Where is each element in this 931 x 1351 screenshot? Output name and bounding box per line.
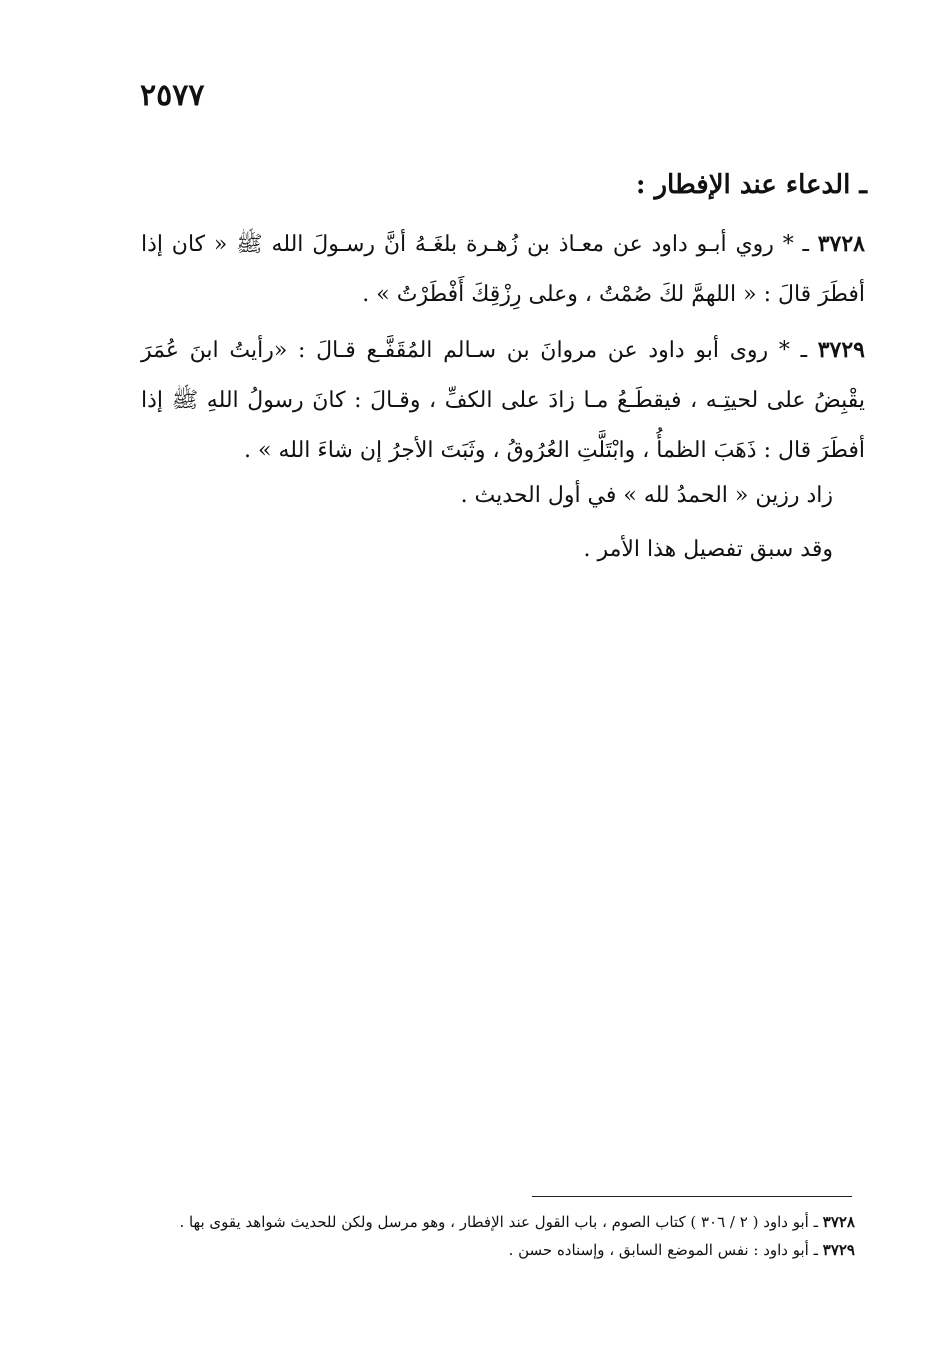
hadith-text: روى أبو داود عن مروانَ بن سـالم المُقَفَّـع قـالَ : «رأيتُ ابنَ عُمَرَ يقْبِضُ على لحيتِـه ، فيقطَـعُ مـا زادَ على الكفِّ ، وقـالَ : كانَ رسولُ اللهِ ﷺ إذا أفطَرَ قال : ذَهَبَ الظمأُ ، وابْتَلَّتِ العُرُوقُ ، وثَبَتَ الأجرُ إن شاءَ الله » . — [141, 338, 865, 463]
hadith-number: ٣٧٢٩ — [817, 337, 865, 363]
section-heading: ـ الدعاء عند الإفطار : — [635, 170, 867, 200]
hadith-text: روي أبـو داود عن معـاذ بن زُهـرة بلغَـهُ أنَّ رسـولَ الله ﷺ « كان إذا أفطَرَ قالَ : « اللهمَّ لكَ صُمْتُ ، وعلى رِزْقِكَ أَفْطَرْتُ » . — [141, 232, 865, 307]
note-line: زاد رزين « الحمدُ لله » في أول الحديث . — [460, 483, 833, 508]
footnote-number: ٣٧٢٩ — [822, 1241, 855, 1259]
hadith-entry — [141, 325, 865, 476]
footnote-text: ـ أبو داود ( ٢ / ٣٠٦ ) كتاب الصوم ، باب القول عند الإفطار ، وهو مرسل ولكن للحديث شواهد يقوى بها . — [179, 1213, 823, 1231]
hadith-entry — [141, 219, 865, 320]
note-line: وقد سبق تفصيل هذا الأمر . — [583, 537, 833, 562]
hadith-separator: ـ * — [768, 338, 818, 363]
hadith-separator: ـ * — [773, 232, 818, 257]
footnote — [509, 1241, 855, 1259]
hadith-number: ٣٧٢٨ — [817, 231, 865, 257]
footnote-number: ٣٧٢٨ — [822, 1213, 855, 1231]
page-number: ٢٥٧٧ — [140, 78, 205, 113]
footnote-text: ـ أبو داود : نفس الموضع السابق ، وإسناده حسن . — [508, 1241, 823, 1259]
footnote — [179, 1213, 855, 1231]
footnote-divider — [532, 1196, 852, 1197]
